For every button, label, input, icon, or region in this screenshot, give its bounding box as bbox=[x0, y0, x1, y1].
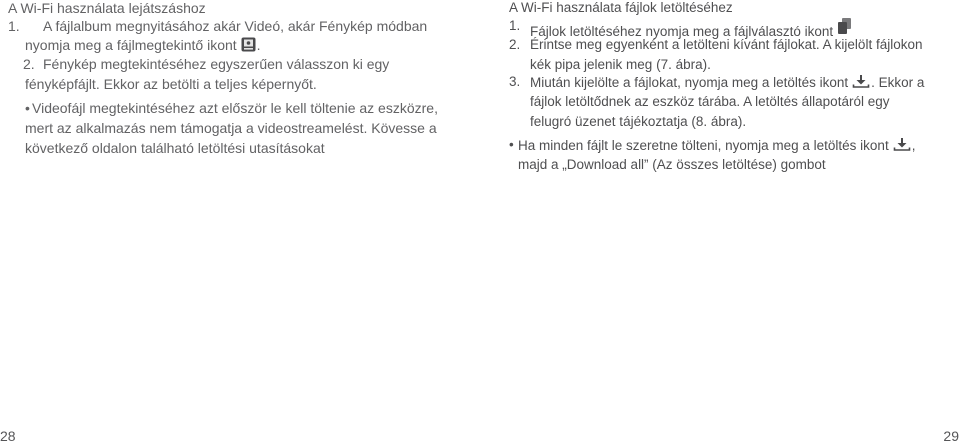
step-number: 2. bbox=[509, 37, 521, 52]
step-text: Fénykép megtekintéséhez egyszerűen válasszon ki egy bbox=[43, 56, 390, 72]
file-selector-icon bbox=[838, 18, 851, 34]
step-text: nyomja meg a fájlmegtekintő ikont bbox=[25, 37, 237, 53]
step-text-with-icon bbox=[530, 74, 924, 91]
bullet-marker: • bbox=[25, 100, 30, 116]
step-number: 1. bbox=[8, 18, 20, 34]
step-text-suffix: . bbox=[256, 37, 261, 53]
file-viewer-icon bbox=[241, 37, 256, 52]
note-text: következő oldalon található letöltési utasításokat bbox=[25, 140, 325, 156]
note-text-with-icon bbox=[518, 137, 915, 154]
note-text-suffix: , bbox=[911, 138, 916, 153]
page-number-right: 29 bbox=[943, 428, 959, 443]
step-text: Érintse meg egyenként a letölteni kívánt fájlokat. A kijelölt fájlokon bbox=[530, 37, 923, 52]
step-text-suffix: . Ekkor a bbox=[871, 75, 925, 90]
step-number: 1. bbox=[509, 18, 521, 33]
note-text: Ha minden fájlt le szeretne tölteni, nyomja meg a letöltés ikont bbox=[518, 138, 889, 153]
step-text: kék pipa jelenik meg (7. ábra). bbox=[530, 57, 711, 72]
download-icon bbox=[893, 137, 911, 152]
step-number: 3. bbox=[509, 74, 521, 89]
step-text: felugró üzenet tájékoztatja (8. ábra). bbox=[530, 114, 747, 129]
step-text: fényképfájlt. Ekkor az betölti a teljes képernyőt. bbox=[25, 76, 317, 92]
step-text: Fájlok letöltéséhez nyomja meg a fájlválasztó ikont bbox=[530, 24, 834, 39]
note-text: Videofájl megtekintéséhez azt először le kell töltenie az eszközre, bbox=[32, 100, 438, 116]
step-text-with-icon bbox=[25, 37, 261, 53]
section-heading: A Wi-Fi használata fájlok letöltéséhez bbox=[509, 0, 733, 15]
bullet-marker: • bbox=[509, 137, 514, 152]
note-text: majd a „Download all” (Az összes letöltése) gombot bbox=[518, 157, 826, 172]
step-text: A fájlalbum megnyitásához akár Videó, akár Fénykép módban bbox=[43, 18, 428, 34]
step-text: fájlok letöltődnek az eszköz tárába. A letöltés állapotáról egy bbox=[530, 94, 890, 109]
section-heading: A Wi-Fi használata lejátszáshoz bbox=[8, 0, 206, 16]
step-text: Miután kijelölte a fájlokat, nyomja meg a letöltés ikont bbox=[530, 75, 849, 90]
step-number: 2. bbox=[23, 56, 35, 72]
page-number-left: 28 bbox=[0, 428, 16, 443]
note-text: mert az alkalmazás nem támogatja a videostreamelést. Kövesse a bbox=[25, 120, 437, 136]
download-icon bbox=[852, 74, 870, 89]
